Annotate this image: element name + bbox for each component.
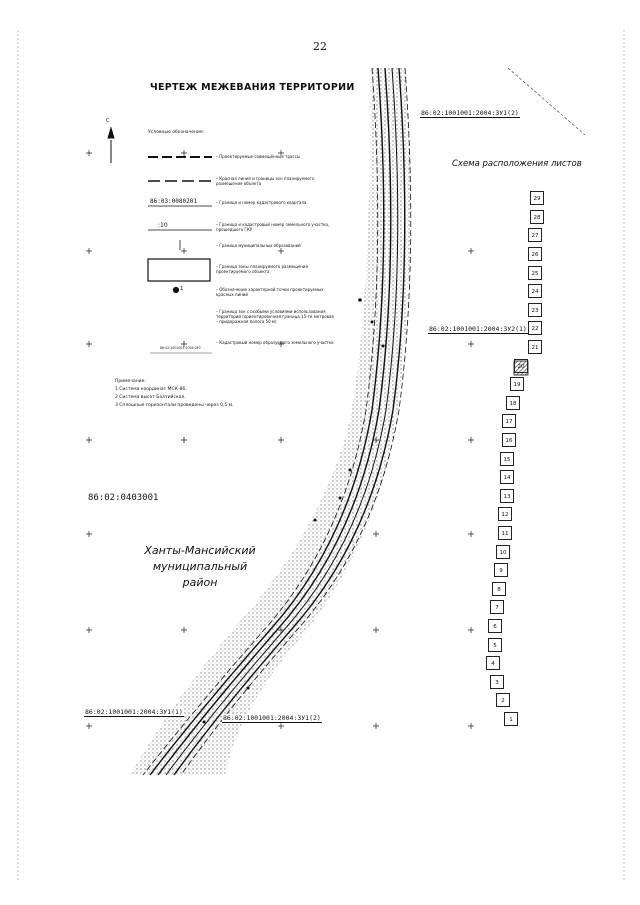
legend-item: – Красная линия и границы зон планируемого размещения объекта [216,176,315,186]
sheet-box-21: 21 [528,340,542,354]
sheet-box-25: 25 [528,266,542,280]
page-number: 22 [313,40,327,53]
legend-sample-point: 1 [180,286,184,292]
note-line: 1 Система координат МСК-86. [115,387,187,392]
sheet-box-7: 7 [490,600,504,614]
north-arrow [108,128,114,163]
north-label: С [106,118,110,124]
sheet-box-17: 17 [502,414,516,428]
sheet-box-8: 8 [492,582,506,596]
legend-heading: Условные обозначения: [148,130,205,135]
quarter-boundary [508,68,585,135]
sheet-box-10: 10 [496,545,510,559]
sheet-scheme-title: Схема расположения листов [452,159,582,169]
note-line: 3 Сплошные горизонтали проведены через 0,5 м. [115,403,234,408]
sheet-box-20: 20 [514,359,528,373]
legend-item: – Граница зон с особыми условиями использования территорий (ориентировочная граница 15-ти метровая – придорожная полоса 50 м) [216,309,334,324]
sheet-box-19: 19 [510,377,524,391]
sheet-box-12: 12 [498,507,512,521]
legend-item: – Граница муниципальных образований [216,243,301,248]
legend-item: – Кадастровый номер образуемого земельного участка [216,340,334,345]
sheet-box-27: 27 [528,228,542,242]
sheet-box-15: 15 [500,452,514,466]
terrain-corridor [130,68,411,775]
sheet-box-24: 24 [528,284,542,298]
sheet-box-1: 1 [504,712,518,726]
notes-block [115,378,335,410]
note-line: 2 Система высот Балтийская. [115,395,186,400]
sheet-box-29: 29 [530,191,544,205]
sheet-box-3: 3 [490,675,504,689]
cadastral-quarter-label: 86:02:0403001 [88,493,159,503]
sheet-box-9: 9 [494,563,508,577]
parcel-label: 86:02:1001001:2004:ЗУ2(1) [429,325,527,333]
sheet-box-6: 6 [488,619,502,633]
sheet-box-22: 22 [528,321,542,335]
sheet-box-23: 23 [528,303,542,317]
legend-item: – Граница зоны планируемого размещения проектируемого объекта [216,264,308,274]
legend-sample-cad: 86:02:1001001:2004:ЗУ2 [160,346,201,350]
legend-item: – Граница и номер кадастрового квартала [216,200,307,205]
legend-symbols [148,157,212,353]
legend-sample-parcel: :10 [158,222,168,229]
sheet-box-16: 16 [502,433,516,447]
sheet-box-28: 28 [530,210,544,224]
notes-heading: Примечание: [115,379,146,384]
parcel-label: 86:02:1001001:2004:ЗУ1(2) [223,714,321,722]
legend-item: – Обозначение характерной точки проектируемых красных линий [216,287,324,297]
district-name: Ханты-Мансийский муниципальный район [144,544,256,589]
sheet-box-26: 26 [528,247,542,261]
sheet-box-14: 14 [500,470,514,484]
legend-item: – Проектируемые совмещённые трассы [216,154,301,159]
sheet-box-13: 13 [500,489,514,503]
legend-item: – Граница и кадастровый номер земельного участка, прошедшего ГКУ [216,222,330,232]
sheet-box-18: 18 [506,396,520,410]
sheet-box-2: 2 [496,693,510,707]
sheet-box-4: 4 [486,656,500,670]
sheet-box-11: 11 [498,526,512,540]
sheet-box-5: 5 [488,638,502,652]
parcel-label: 86:02:1001001:2004:ЗУ1(2) [421,109,519,117]
map-title: ЧЕРТЕЖ МЕЖЕВАНИЯ ТЕРРИТОРИИ [150,82,355,93]
legend-sample-code: 86:03:0080201 [150,198,197,205]
parcel-label: 86:02:1001001:2004:ЗУ1(1) [85,708,183,716]
